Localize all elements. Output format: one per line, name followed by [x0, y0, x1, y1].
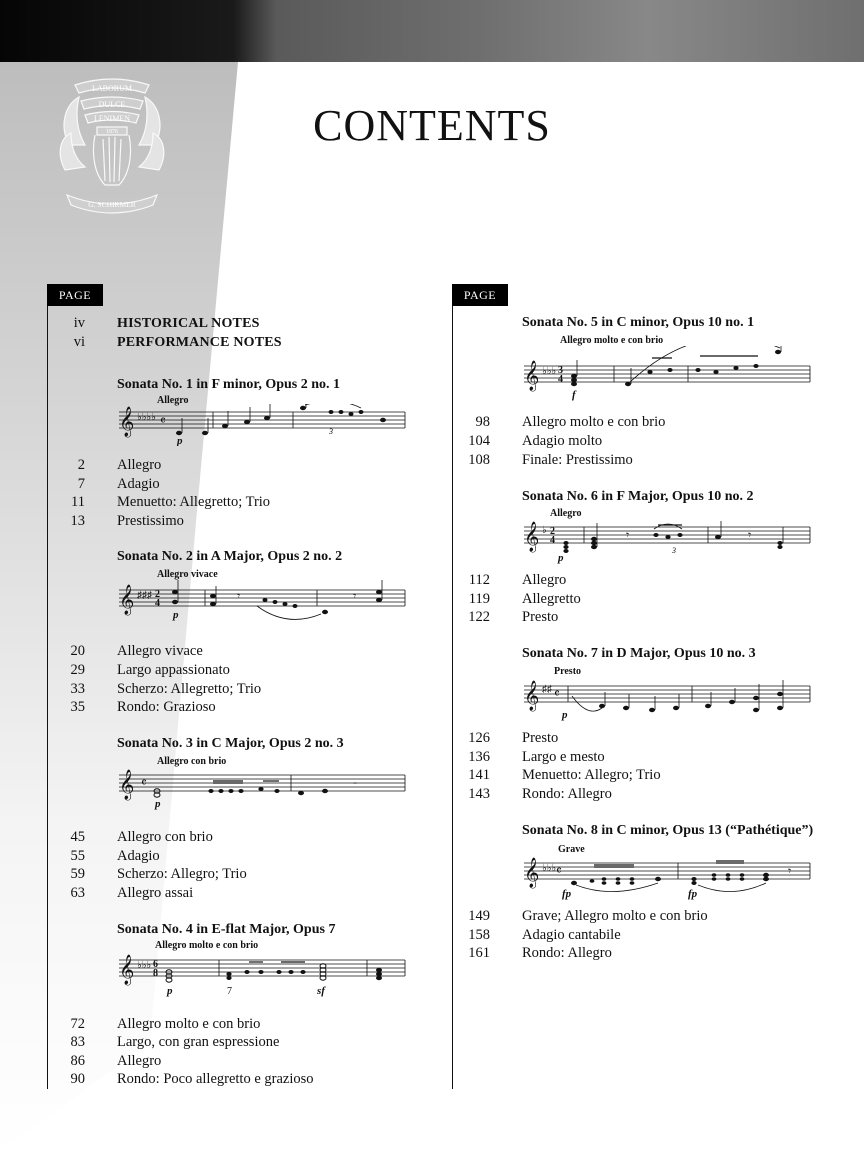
entry-title: Adagio	[117, 476, 160, 492]
page-number: 119	[468, 591, 490, 607]
svg-text:𝄞: 𝄞	[524, 681, 540, 710]
sonata-heading: Sonata No. 2 in A Major, Opus 2 no. 2	[117, 549, 343, 564]
svg-text:LABORUM: LABORUM	[91, 84, 133, 93]
page-number: vi	[73, 334, 85, 350]
svg-text:♭♭♭♭: ♭♭♭♭	[137, 412, 156, 423]
entry-title: Scherzo: Allegro; Trio	[117, 866, 247, 882]
entry-title: Allegretto	[522, 591, 581, 607]
svg-text:𝄾: 𝄾	[237, 589, 241, 603]
page-number: 149	[468, 908, 490, 924]
staff-notation	[522, 678, 812, 734]
dynamic-marking: p	[562, 709, 568, 721]
sonata-heading: Sonata No. 4 in E-flat Major, Opus 7	[117, 922, 336, 937]
page-number: 136	[468, 749, 490, 765]
svg-text:𝄾: 𝄾	[626, 528, 630, 542]
page-number: 7	[77, 476, 85, 492]
page-label: PAGE	[47, 284, 103, 306]
svg-text:4: 4	[558, 374, 563, 385]
sonata-heading: Sonata No. 1 in F minor, Opus 2 no. 1	[117, 377, 341, 392]
svg-text:𝄴: 𝄴	[556, 863, 562, 878]
page-number: 122	[468, 609, 490, 625]
entry-title: Rondo: Allegro	[522, 786, 612, 802]
tempo-marking: Presto	[554, 666, 582, 677]
staff-notation	[522, 346, 812, 408]
contents-column-left	[47, 284, 417, 1089]
svg-text:♭: ♭	[542, 525, 547, 536]
svg-text:𝄴: 𝄴	[141, 775, 147, 790]
svg-text:𝄞: 𝄞	[524, 522, 540, 551]
staff-notation	[117, 404, 407, 446]
svg-text:♭♭♭: ♭♭♭	[137, 960, 152, 971]
page-number: 98	[475, 414, 490, 430]
staff-notation	[117, 767, 407, 817]
svg-text:𝄴: 𝄴	[554, 686, 560, 701]
entry-title: Allegro	[522, 572, 567, 588]
page-number: 141	[468, 767, 490, 783]
page-number: 20	[70, 643, 85, 659]
entry-title: Menuetto: Allegretto; Trio	[117, 494, 271, 510]
svg-text:LENIMEN: LENIMEN	[94, 114, 130, 123]
page-number: 63	[70, 885, 85, 901]
svg-text:𝄞: 𝄞	[524, 361, 540, 390]
page-number: iv	[73, 315, 85, 331]
svg-text:DULCE: DULCE	[98, 100, 126, 109]
tempo-marking: Grave	[558, 844, 585, 855]
sonata-heading: Sonata No. 8 in C minor, Opus 13 (“Pathétique”)	[522, 823, 814, 838]
page-number: 29	[70, 662, 85, 678]
svg-text:6: 6	[153, 959, 158, 970]
dynamic-marking: f	[572, 389, 576, 401]
svg-text:𝄼: 𝄼	[353, 778, 358, 790]
page-number: 11	[71, 494, 85, 510]
entry-title: Allegro	[117, 1053, 162, 1069]
column-rule	[452, 284, 453, 1089]
entry-title: Allegro molto e con brio	[117, 1016, 261, 1032]
svg-text:8: 8	[153, 968, 158, 979]
entry-title: Adagio cantabile	[522, 927, 621, 943]
page-number: 86	[70, 1053, 85, 1069]
page-number: 90	[70, 1071, 85, 1087]
entry-title: Allegro assai	[117, 885, 194, 901]
svg-text:4: 4	[550, 535, 555, 546]
tempo-marking: Allegro molto e con brio	[560, 335, 664, 346]
svg-text:4: 4	[155, 598, 160, 609]
staff-notation	[522, 855, 812, 911]
dynamic-marking: fp	[688, 888, 698, 900]
svg-text:♭♭♭: ♭♭♭	[542, 366, 557, 377]
tempo-marking: Allegro con brio	[157, 756, 227, 767]
tempo-marking: Allegro	[157, 395, 189, 406]
staff-notation	[522, 519, 812, 577]
entry-title: PERFORMANCE NOTES	[117, 335, 282, 350]
entry-title: Prestissimo	[117, 513, 184, 529]
entry-title: Rondo: Allegro	[522, 945, 612, 961]
sonata-heading: Sonata No. 5 in C minor, Opus 10 no. 1	[522, 315, 755, 330]
svg-text:𝄾: 𝄾	[788, 864, 792, 878]
svg-text:3: 3	[558, 365, 563, 376]
sonata-heading: Sonata No. 3 in C Major, Opus 2 no. 3	[117, 736, 344, 751]
page-number: 13	[70, 513, 85, 529]
tempo-marking: Allegro	[550, 508, 582, 519]
entry-title: HISTORICAL NOTES	[117, 316, 260, 331]
dynamic-marking: p	[173, 609, 179, 621]
entry-title: Adagio molto	[522, 433, 603, 449]
entry-title: Allegro molto e con brio	[522, 414, 666, 430]
svg-text:2: 2	[550, 526, 555, 537]
contents-column-right	[452, 284, 822, 1089]
page-number: 35	[70, 699, 85, 715]
entry-title: Allegro vivace	[117, 643, 203, 659]
svg-text:G. SCHIRMER: G. SCHIRMER	[88, 200, 136, 209]
svg-text:3: 3	[329, 427, 333, 436]
entry-title: Scherzo: Allegretto; Trio	[117, 681, 262, 697]
page-number: 158	[468, 927, 490, 943]
staff-notation	[117, 952, 407, 1006]
page-number: 45	[70, 829, 85, 845]
entry-title: Finale: Prestissimo	[522, 452, 633, 468]
sonata-heading: Sonata No. 6 in F Major, Opus 10 no. 2	[522, 489, 754, 504]
svg-text:♯♯: ♯♯	[542, 684, 552, 695]
dynamic-marking: sf	[317, 985, 325, 997]
entry-title: Largo, con gran espressione	[117, 1034, 280, 1050]
sonata-heading: Sonata No. 7 in D Major, Opus 10 no. 3	[522, 646, 756, 661]
svg-text:♯♯♯: ♯♯♯	[137, 590, 152, 601]
page-label: PAGE	[452, 284, 508, 306]
entry-title: Grave; Allegro molto e con brio	[522, 908, 708, 924]
dynamic-marking: fp	[562, 888, 572, 900]
svg-text:♭♭♭: ♭♭♭	[542, 863, 557, 874]
page-number: 104	[468, 433, 490, 449]
dynamic-marking: p	[167, 985, 173, 997]
svg-text:𝄞: 𝄞	[119, 770, 135, 799]
header-texture-band	[0, 0, 864, 62]
svg-text:𝄾: 𝄾	[353, 589, 357, 603]
page-number: 55	[70, 848, 85, 864]
entry-title: Largo appassionato	[117, 662, 230, 678]
svg-text:3: 3	[672, 546, 676, 555]
entry-title: Rondo: Poco allegretto e grazioso	[117, 1071, 314, 1087]
svg-text:𝄴: 𝄴	[160, 413, 166, 428]
svg-text:1876: 1876	[106, 129, 118, 135]
entry-title: Allegro con brio	[117, 829, 213, 845]
svg-text:𝄞: 𝄞	[524, 858, 540, 887]
page-number: 126	[468, 730, 490, 746]
entry-title: Largo e mesto	[522, 749, 605, 765]
svg-text:2: 2	[155, 589, 160, 600]
svg-text:𝄾: 𝄾	[748, 528, 752, 542]
page-number: 59	[70, 866, 85, 882]
staff-notation	[117, 580, 407, 640]
entry-title: Rondo: Grazioso	[117, 699, 216, 715]
entry-title: Adagio	[117, 848, 160, 864]
page-number: 72	[70, 1016, 85, 1032]
page-number: 143	[468, 786, 490, 802]
page-title: CONTENTS	[313, 101, 551, 150]
page-number: 2	[77, 457, 85, 473]
dynamic-marking: p	[177, 435, 183, 446]
page-number: 108	[468, 452, 490, 468]
svg-text:𝄞: 𝄞	[119, 955, 135, 984]
svg-text:𝄞: 𝄞	[119, 585, 135, 614]
page-number: 33	[70, 681, 85, 697]
svg-text:7: 7	[227, 986, 232, 997]
dynamic-marking: p	[155, 798, 161, 810]
page-number: 161	[468, 945, 490, 961]
tempo-marking: Allegro vivace	[157, 569, 218, 580]
tempo-marking: Allegro molto e con brio	[155, 940, 259, 951]
entry-title: Presto	[522, 609, 559, 625]
entry-title: Presto	[522, 730, 559, 746]
entry-title: Allegro	[117, 457, 162, 473]
entry-title: Menuetto: Allegro; Trio	[522, 767, 661, 783]
page-number: 83	[70, 1034, 85, 1050]
page-number: 112	[468, 572, 490, 588]
svg-text:𝄞: 𝄞	[119, 407, 135, 436]
dynamic-marking: p	[558, 552, 564, 564]
